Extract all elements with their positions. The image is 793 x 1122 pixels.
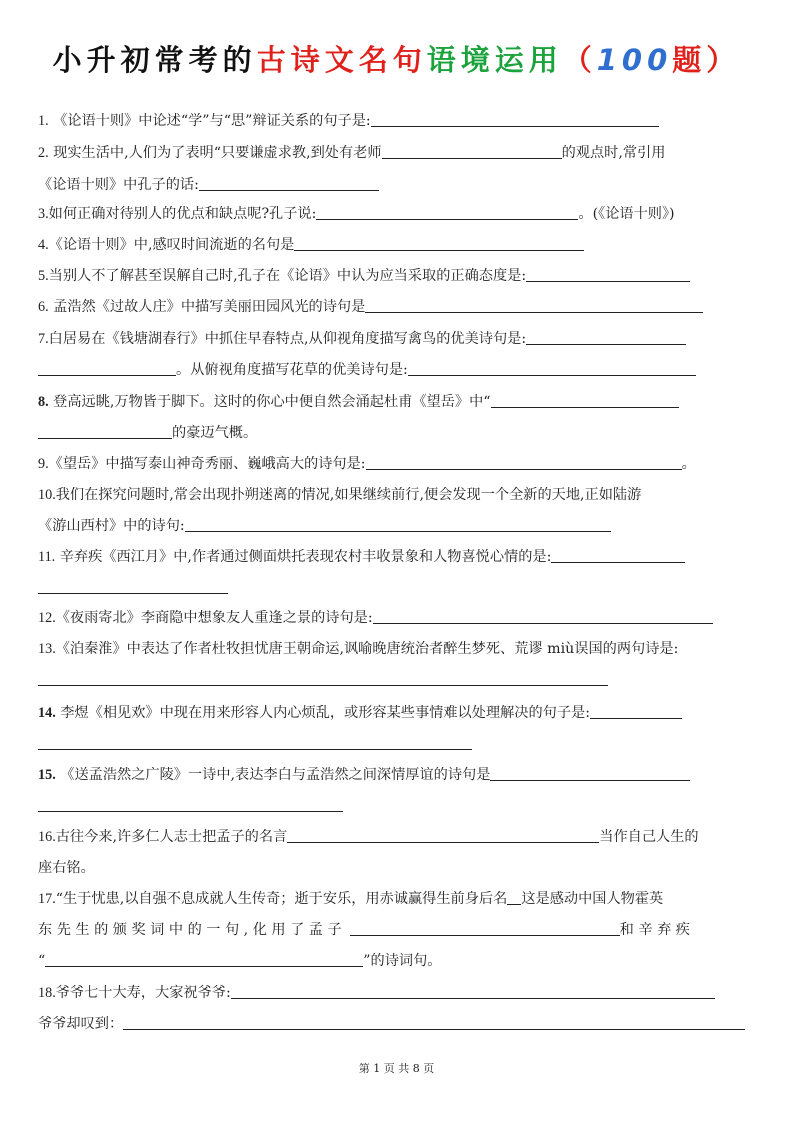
answer-blank[interactable] (38, 796, 343, 812)
answer-blank[interactable] (526, 266, 690, 282)
question-number: 6. (38, 299, 49, 315)
question-number: 8. (38, 394, 49, 410)
title-part-5: 100 (596, 43, 673, 77)
question-text: 这是感动中国人物霍英 (521, 891, 664, 907)
question-number: 15. (38, 767, 56, 783)
question-text: 的观点时,常引用 (561, 145, 666, 161)
question-text: 白居易在《钱塘湖春行》中抓住早春特点,从仰视角度描写禽鸟的优美诗句是: (48, 331, 527, 347)
question-text: 。从俯视角度描写花草的优美诗句是: (176, 362, 408, 378)
answer-blank[interactable] (38, 423, 172, 439)
answer-blank[interactable] (350, 920, 620, 936)
question-text: 《送孟浩然之广陵》一诗中,表达李白与孟浩然之间深情厚谊的诗句是 (60, 767, 491, 783)
question-text: 爷爷七十大寿，大家祝爷爷: (55, 985, 231, 1001)
question-10 (38, 485, 641, 505)
question-15-cont (38, 796, 343, 816)
title-part-4: （ (562, 43, 597, 77)
question-number: 13. (38, 641, 56, 657)
question-number: 9. (38, 456, 49, 472)
answer-blank[interactable] (491, 392, 679, 408)
question-text: 孟浩然《过故人庄》中描写美丽田园风光的诗句是 (53, 299, 366, 315)
answer-blank[interactable] (366, 454, 682, 470)
question-text: 《夜雨寄北》李商隐中想象友人重逢之景的诗句是: (55, 610, 373, 626)
question-7-cont (38, 360, 696, 380)
answer-blank[interactable] (199, 175, 379, 191)
answer-blank[interactable] (382, 143, 562, 159)
question-text: 如何正确对待别人的优点和缺点呢?孔子说: (48, 206, 317, 222)
question-number: 12. (38, 610, 56, 626)
question-number: 5. (38, 268, 49, 284)
question-text: 《游山西村》中的诗句: (38, 518, 185, 534)
question-text: “ (38, 953, 46, 969)
question-11 (38, 547, 685, 567)
question-13-cont (38, 670, 608, 690)
question-16-cont (38, 858, 95, 878)
title-part-6: 题 (672, 43, 707, 77)
question-number: 16. (38, 829, 56, 845)
question-number: 17. (38, 891, 56, 907)
question-2 (38, 143, 665, 163)
answer-blank[interactable] (38, 670, 608, 686)
title-part-1: 小升初常考的 (52, 43, 257, 77)
answer-blank[interactable] (38, 734, 472, 750)
question-4 (38, 235, 584, 255)
answer-blank[interactable] (507, 889, 521, 905)
question-18-cont (38, 1014, 745, 1034)
question-number: 4. (38, 237, 49, 253)
question-number: 18. (38, 985, 56, 1001)
question-1 (38, 111, 659, 131)
answer-blank[interactable] (373, 608, 713, 624)
question-2-cont (38, 175, 379, 195)
question-10-cont (38, 516, 611, 536)
answer-blank[interactable] (185, 516, 611, 532)
question-9 (38, 454, 696, 474)
question-text: 的豪迈气概。 (172, 425, 258, 441)
title-part-3: 语境运用 (426, 43, 563, 77)
question-text: 当作自己人生的 (599, 829, 699, 845)
question-text: 《泊秦淮》中表达了作者杜牧担忧唐王朝命运,讽喻晚唐统治者醉生梦死、荒谬 miù误国的两句诗是: (55, 641, 679, 657)
question-number: 2. (38, 145, 49, 161)
question-text: 现实生活中,人们为了表明“只要谦虚求教,到处有老师 (53, 145, 382, 161)
question-text: “生于忧患,以自强不息成就人生传奇；逝于安乐，用赤诚赢得生前身后名 (55, 891, 508, 907)
question-text: 李煜《相见欢》中现在用来形容人内心烦乱，或形容某些事情难以处理解决的句子是: (60, 705, 590, 721)
question-text: 和 辛 弃 疾 (619, 922, 690, 938)
answer-blank[interactable] (371, 111, 659, 127)
question-13 (38, 639, 678, 659)
question-number: 11. (38, 549, 56, 565)
question-text: 登高远眺,万物皆于脚下。这时的你心中便自然会涌起杜甫《望岳》中“ (53, 394, 491, 410)
question-16 (38, 827, 699, 847)
answer-blank[interactable] (551, 547, 685, 563)
question-text: 《论语十则》中论述“学”与“思”辩证关系的句子是: (53, 113, 371, 129)
answer-blank[interactable] (38, 360, 176, 376)
page-footer: 第 1 页 共 8 页 (358, 1062, 435, 1075)
question-8 (38, 392, 679, 412)
question-text: 我们在探究问题时,常会出现扑朔迷离的情况,如果继续前行,便会发现一个全新的天地,正如陆游 (55, 487, 642, 503)
answer-blank[interactable] (123, 1014, 745, 1030)
answer-blank[interactable] (590, 703, 682, 719)
question-17-cont-2 (38, 951, 441, 971)
title-part-7: ） (706, 43, 741, 77)
question-number: 14. (38, 705, 56, 721)
question-number: 10. (38, 487, 56, 503)
answer-blank[interactable] (365, 297, 703, 313)
question-text: 辛弃疾《西江月》中,作者通过侧面烘托表现农村丰收景象和人物喜悦心情的是: (59, 549, 552, 565)
question-text: 。(《论语十则》) (578, 206, 675, 222)
question-11-cont (38, 578, 228, 598)
answer-blank[interactable] (38, 578, 228, 594)
answer-blank[interactable] (526, 329, 686, 345)
question-18 (38, 983, 715, 1003)
question-14-cont (38, 734, 472, 754)
question-text: 《望岳》中描写泰山神奇秀丽、巍峨高大的诗句是: (48, 456, 366, 472)
question-text: 爷爷却叹到： (38, 1016, 124, 1032)
question-text: 古往今来,许多仁人志士把孟子的名言 (55, 829, 288, 845)
question-text: ”的诗词句。 (363, 953, 442, 969)
answer-blank[interactable] (45, 951, 363, 967)
question-number: 7. (38, 331, 49, 347)
question-12 (38, 608, 713, 628)
answer-blank[interactable] (294, 235, 584, 251)
question-text: 《论语十则》中,感叹时间流逝的名句是 (48, 237, 295, 253)
question-text: 《论语十则》中孔子的话: (38, 177, 199, 193)
question-text: 东 先 生 的 颁 奖 词 中 的 一 句 , 化 用 了 孟 子 (38, 922, 342, 938)
document-title (0, 38, 793, 79)
question-17-cont (38, 920, 690, 940)
answer-blank[interactable] (490, 765, 690, 781)
question-text: 座右铭。 (38, 860, 95, 876)
question-5 (38, 266, 690, 286)
title-part-2: 古诗文名句 (256, 43, 427, 77)
question-text: 当别人不了解甚至误解自己时,孔子在《论语》中认为应当采取的正确态度是: (48, 268, 527, 284)
question-number: 3. (38, 206, 49, 222)
question-15 (38, 765, 690, 785)
question-14 (38, 703, 682, 723)
question-3 (38, 204, 675, 224)
question-number: 1. (38, 113, 49, 129)
answer-blank[interactable] (316, 204, 578, 220)
question-17 (38, 889, 663, 909)
question-6 (38, 297, 703, 317)
answer-blank[interactable] (231, 983, 715, 999)
answer-blank[interactable] (287, 827, 599, 843)
question-7 (38, 329, 686, 349)
answer-blank[interactable] (408, 360, 696, 376)
question-text: 。 (681, 456, 696, 472)
question-8-cont (38, 423, 257, 443)
